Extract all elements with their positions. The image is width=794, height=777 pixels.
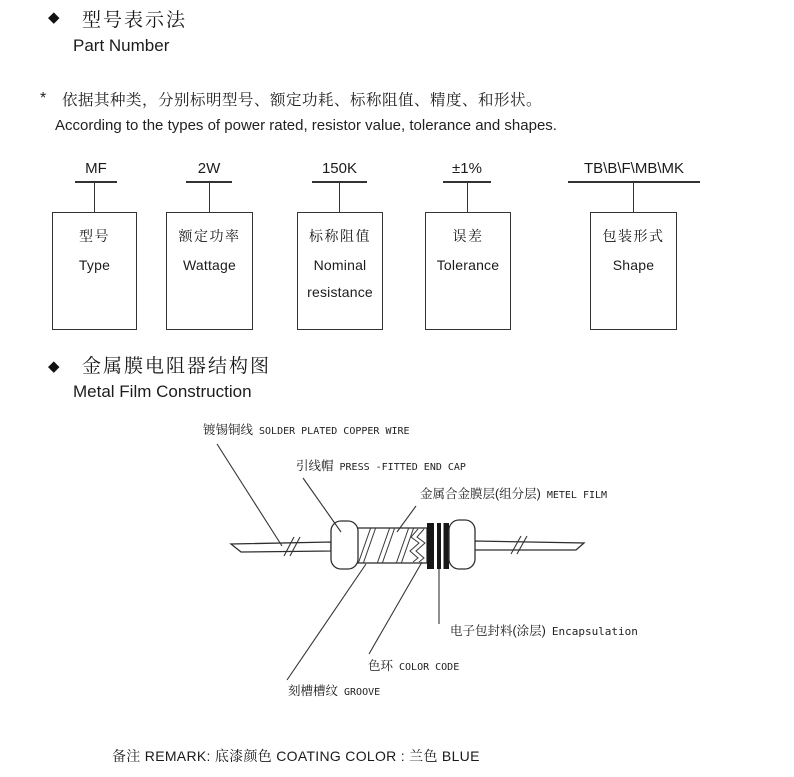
part-number-note-en: According to the types of power rated, resistor value, tolerance and shapes. [55,117,557,134]
note-asterisk: * [40,90,47,107]
field-label-cn: 型号 [79,228,110,244]
construction-title-cn: 金属膜电阻器结构图 [82,356,272,377]
field-code-shape: TB\B\F\MB\MK [568,160,700,183]
field-code-tolerance: ±1% [443,160,491,183]
leader-color-code [369,562,422,654]
callout-en: Encapsulation [551,625,638,638]
callout-en: SOLDER PLATED COPPER WIRE [259,426,410,437]
construction-title-en: Metal Film Construction [73,382,252,401]
field-label-en: Tolerance [436,257,500,273]
callout-cn: 色环 [368,659,394,673]
right-lead-wire [474,541,584,550]
coating-color-remark: 备注 REMARK: 底漆颜色 COATING COLOR : 兰色 BLUE [112,748,480,764]
field-code-type: MF [75,160,117,183]
leader-solder-wire [217,444,282,546]
callout-metal-film [420,484,607,502]
right-end-cap [449,520,475,569]
callout-cn: 电子包封料(涂层) [450,624,546,638]
left-end-cap [331,521,358,569]
color-band [444,523,450,569]
part-number-note-cn: 依据其种类，分别标明型号、额定功耗、标称阻值、精度、和形状。 [62,92,543,109]
diamond-bullet-icon: ◆ [48,358,60,375]
callout-cn: 金属合金膜层(组分层) [420,487,541,501]
field-code-resistance: 150K [312,160,367,183]
callout-groove [288,681,380,699]
callout-solder-wire [203,420,410,438]
leader-groove [287,564,366,680]
color-band [427,523,434,569]
callout-encapsulation [450,621,638,639]
field-label-cn: 额定功率 [178,228,241,244]
callout-color-code [368,656,459,674]
callout-en: METEL FILM [546,490,608,501]
part-number-title-cn: 型号表示法 [82,10,188,31]
callout-cn: 刻槽槽纹 [288,684,339,698]
callout-cn: 镀锡铜线 [203,423,254,437]
part-number-title-en: Part Number [73,36,170,55]
callout-en: PRESS -FITTED END CAP [339,462,466,473]
leader-end-cap [303,478,341,532]
field-label-cn: 误差 [452,228,484,244]
field-code-wattage: 2W [186,160,232,183]
field-label-cn: 标称阻值 [309,228,371,244]
field-label-en: Type [78,257,111,273]
field-label-en: Shape [612,257,655,273]
callout-en: COLOR CODE [399,662,460,673]
callout-cn: 引线帽 [296,459,334,473]
field-label-en: Nominal [313,257,367,273]
callout-en: GROOVE [344,687,381,698]
diamond-bullet-icon: ◆ [48,9,60,26]
field-label-en2: resistance [307,284,373,300]
field-label-en: Wattage [182,257,237,273]
color-band [437,523,441,569]
callout-end-cap [296,456,466,474]
field-label-cn: 包装形式 [602,228,665,244]
